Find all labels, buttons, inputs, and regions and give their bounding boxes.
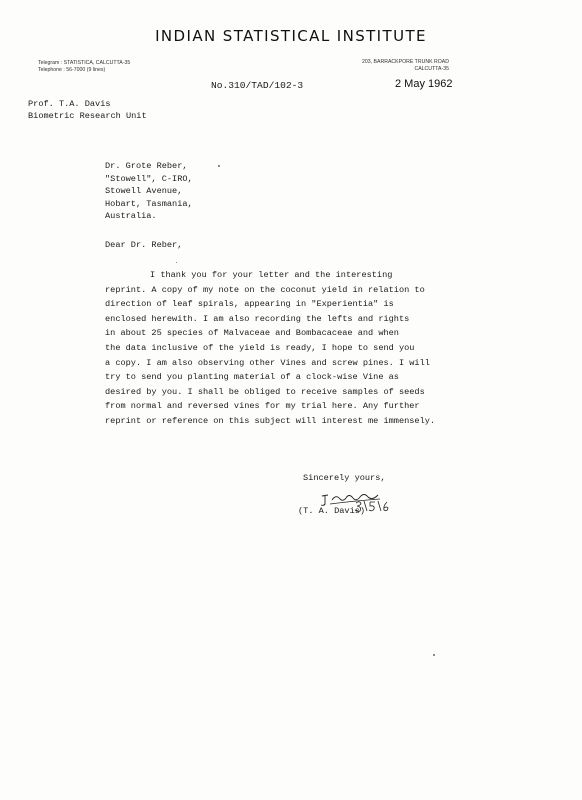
body-line: reprint. A copy of my note on the coconut yield in relation to — [105, 284, 425, 295]
telephone-line: Telephone : 56-7000 (9 lines) — [38, 67, 106, 73]
letterhead-address — [362, 59, 449, 73]
recipient-line-5: Australia. — [105, 211, 157, 221]
letterhead-contact — [38, 60, 130, 74]
paper-speck — [176, 262, 177, 263]
body-line: a copy. I am also observing other Vines and screw pines. I will — [105, 357, 430, 368]
body-line: from normal and reversed vines for my trial here. Any further — [105, 401, 420, 412]
body-line: desired by you. I shall be obliged to receive samples of seeds — [105, 386, 425, 397]
recipient-line-3: Stowell Avenue, — [105, 186, 183, 196]
letter-date: 2 May 1962 — [395, 78, 453, 90]
sender-unit: Biometric Research Unit — [28, 111, 147, 121]
reference-number: No.310/TAD/102-3 — [211, 80, 304, 91]
recipient-line-2: "Stowell", C-IRO, — [105, 173, 193, 184]
body-line: I thank you for your letter and the interesting — [150, 270, 393, 280]
body-line: in about 25 species of Malvaceae and Bombacaceae and when — [105, 328, 399, 339]
closing: Sincerely yours, — [303, 473, 386, 483]
signature-name: (T. A. Davis) — [298, 506, 366, 516]
salutation: Dear Dr. Reber, — [105, 240, 183, 250]
body-line: enclosed herewith. I am also recording the lefts and rights — [105, 313, 410, 324]
paper-speck — [433, 654, 435, 656]
body-line: try to send you planting material of a clock-wise Vine as — [105, 372, 399, 383]
sender-name: Prof. T.A. Davis — [28, 99, 111, 109]
telegram-line: Telegram : STATISTICA, CALCUTTA-35 — [38, 60, 131, 66]
paper-speck — [218, 165, 220, 167]
recipient-line-1: Dr. Grote Reber, — [105, 161, 188, 171]
letterhead-title: INDIAN STATISTICAL INSTITUTE — [155, 27, 427, 45]
handwritten-date — [354, 499, 394, 513]
body-line: reprint or reference on this subject will interest me immensely. — [105, 415, 436, 426]
body-line: the data inclusive of the yield is ready, I hope to send you — [105, 342, 415, 353]
sender-block — [28, 98, 147, 122]
address-line-1: 203, BARRACKPORE TRUNK ROAD — [362, 59, 449, 65]
body-line: direction of leaf spirals, appearing in "Experientia" is — [105, 299, 394, 310]
letter-body — [105, 268, 485, 429]
recipient-line-4: Hobart, Tasmania, — [105, 198, 193, 209]
address-line-2: CALCUTTA-35 — [414, 66, 449, 72]
recipient-address — [105, 160, 193, 223]
